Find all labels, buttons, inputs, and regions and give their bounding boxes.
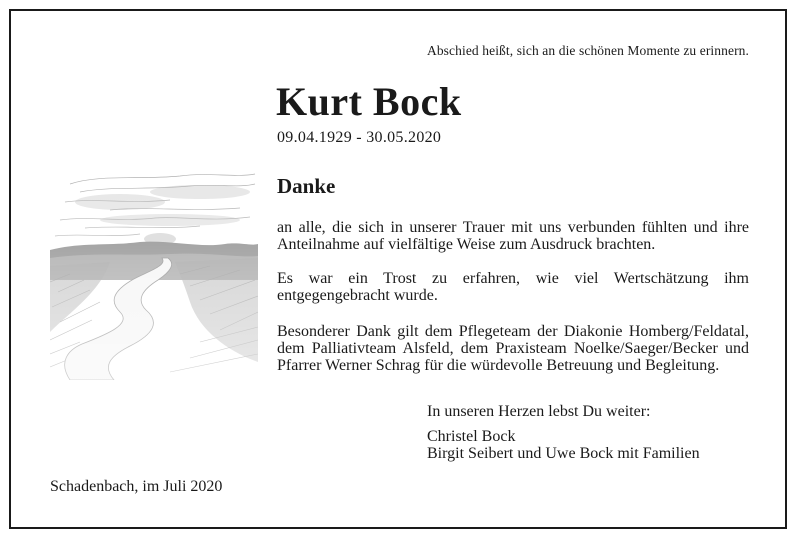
closing-block [427, 403, 700, 462]
signature-line: Birgit Seibert und Uwe Bock mit Familien [427, 445, 700, 462]
thanks-heading: Danke [277, 174, 336, 198]
closing-line: In unseren Herzen lebst Du weiter: [427, 403, 651, 420]
motto-quote: Abschied heißt, sich an die schönen Momente zu erinnern. [426, 43, 749, 58]
signature-line: Christel Bock [427, 428, 516, 445]
special-thanks-paragraph: Besonderer Dank gilt dem Pflegeteam der Diakonie Homberg/Feldatal, dem Palliativteam Alsfeld, dem Praxisteam Noelke/Saeger/Becker und Pfarrer Werner Schrag für die würdevolle Betreuung und Begleitung. [277, 323, 749, 374]
thanks-paragraph: an alle, die sich in unserer Trauer mit uns verbunden fühlten und ihre Anteilnahme auf vielfältige Weise zum Ausdruck brachten. [277, 219, 749, 253]
life-dates: 09.04.1929 - 30.05.2020 [277, 129, 442, 146]
deceased-name: Kurt Bock [276, 79, 462, 124]
river-landscape-image [50, 162, 258, 380]
comfort-paragraph: Es war ein Trost zu erfahren, wie viel Wertschätzung ihm entgegengebracht wurde. [277, 270, 749, 304]
place-date: Schadenbach, im Juli 2020 [50, 478, 223, 495]
